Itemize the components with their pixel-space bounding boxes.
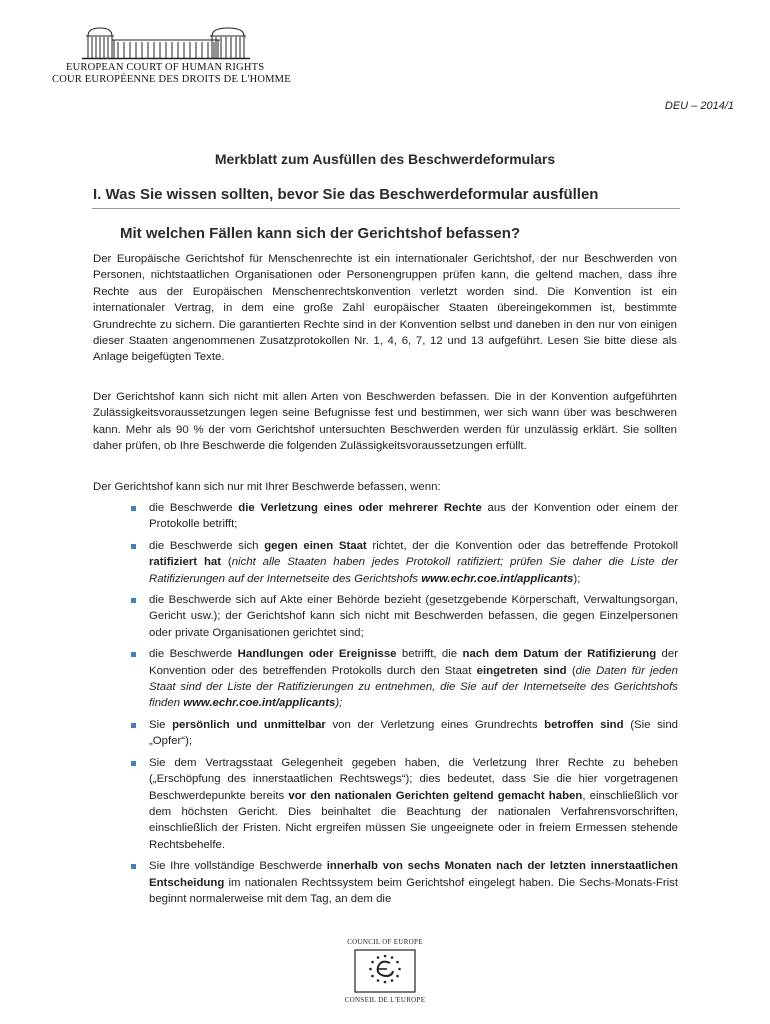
bullet-emphasis: vor den nationalen Gerichten geltend gemacht haben xyxy=(288,789,583,802)
bullet-text: von der Verletzung eines Grundrechts xyxy=(325,718,545,731)
bullet-emphasis: gegen einen Staat xyxy=(264,539,367,552)
square-bullet-icon xyxy=(131,544,136,549)
council-of-europe-footer xyxy=(340,938,430,1004)
square-bullet-icon xyxy=(131,864,136,869)
bullet-text: aus der Konvention oder einem der Protokolle betrifft; xyxy=(149,502,678,531)
bullet-text: Sie Ihre vollständige Beschwerde xyxy=(149,860,327,873)
sub-heading: Mit welchen Fällen kann sich der Gerichtshof befassen? xyxy=(120,225,521,242)
bullet-italic-note: die Daten für jeden Staat sind der Liste der Ratifizierungen zu entnehmen, die Sie auf der Internetseite des Gerichtshofs finden xyxy=(149,664,678,710)
square-bullet-icon xyxy=(131,652,136,657)
list-item xyxy=(128,858,678,907)
list-item xyxy=(128,500,678,533)
paragraph-admissibility: Der Gerichtshof kann sich nicht mit allen Arten von Beschwerden befassen. Die in der Konvention aufgeführten Zulässigkeitsvoraussetzungen legen seine Befugnisse fest und bestimmen, wer sich wann über was beschweren kann. Mehr als 90 % der vom Gerichtshof untersuchten Beschwerden werden für unzulässig erklärt. Sie sollten daher prüfen, ob Ihre Beschwerde die folgenden Zulässigkeitsvoraussetzungen erfüllt. xyxy=(93,391,677,453)
bullet-text: ); xyxy=(335,697,343,710)
bullet-text: betrifft, die xyxy=(396,648,463,661)
bullet-text: , einschließlich vor dem höchsten Gericht. Dies beinhaltet die Beachtung der nationalen Verfahrensvorschriften, einschließlich der Fristen. Nicht ergreifen müssen Sie ungeeignete oder in freiem Ermessen stehende Rechtsbehelfe. xyxy=(149,789,678,851)
bullet-text: richtet, der die Konvention oder das betreffende Protokoll xyxy=(366,539,678,552)
council-of-europe-emblem xyxy=(354,949,416,993)
bullet-text: die Beschwerde xyxy=(149,648,238,661)
list-item xyxy=(128,646,678,712)
list-item xyxy=(128,592,678,641)
echr-applicants-link[interactable]: www.echr.coe.int/applicants xyxy=(421,572,574,585)
bullet-text: die Beschwerde xyxy=(149,502,239,514)
bullet-italic-note: nicht alle Staaten haben jedes Protokoll ratifiziert; prüfen Sie daher die Liste der Ratifizierungen auf der Internetseite des Gerichtshofs xyxy=(149,556,679,585)
square-bullet-icon xyxy=(131,723,136,728)
admissibility-conditions-list xyxy=(128,500,678,907)
paragraph-conditions-lead: Der Gerichtshof kann sich nur mit Ihrer Beschwerde befassen, wenn: xyxy=(93,481,441,493)
court-logo-block xyxy=(44,24,294,86)
bullet-emphasis: innerhalb von sechs Monaten nach der letzten innerstaatlichen Entscheidung xyxy=(149,860,679,889)
bullet-emphasis: persönlich und unmittelbar xyxy=(172,718,326,731)
bullet-text: ); xyxy=(573,572,581,585)
bullet-emphasis: die Verletzung eines oder mehrerer Rechte xyxy=(238,502,482,514)
document-title: Merkblatt zum Ausfüllen des Beschwerdeformulars xyxy=(214,151,556,167)
heading-divider xyxy=(92,208,680,209)
bullet-emphasis: betroffen sind xyxy=(544,718,624,731)
list-item xyxy=(128,755,678,853)
bullet-text: ( xyxy=(221,556,232,569)
list-item xyxy=(128,717,678,750)
paragraph-intro: Der Europäische Gerichtshof für Menschenrechte ist ein internationaler Gerichtshof, der nur Beschwerden von Personen, nichtstaatlichen Organisationen oder Personengruppen prüfen kann, die geltend machen, dass ihre Rechte aus der Europäischen Menschenrechtskonvention verletzt worden sind. Die Konvention ist ein internationaler Vertrag, in dem eine große Zahl europäischer Staaten übereingekommen ist, bestimmte Grundrechte zu sichern. Die garantierten Rechte sind in der Konvention selbst und daneben in den nur von einigen dieser Staaten angenommenen Zusatzprotokollen Nr. 1, 4, 6, 7, 12 und 13 aufgeführt. Lesen Sie bitte diese als Anlage beigefügten Texte. xyxy=(93,253,677,364)
square-bullet-icon xyxy=(131,598,136,603)
bullet-emphasis: ratifiziert hat xyxy=(149,556,222,569)
square-bullet-icon xyxy=(131,761,136,766)
court-name-french: COUR EUROPÉENNE DES DROITS DE L'HOMME xyxy=(52,74,291,85)
list-item xyxy=(128,538,678,587)
court-name-english: EUROPEAN COURT OF HUMAN RIGHTS xyxy=(66,62,265,73)
court-building-logo xyxy=(82,24,250,60)
bullet-emphasis: Handlungen oder Ereignisse xyxy=(237,648,397,661)
document-reference: DEU – 2014/1 xyxy=(664,100,734,112)
section-heading: I. Was Sie wissen sollten, bevor Sie das Beschwerdeformular ausfüllen xyxy=(93,186,599,203)
coe-label-french: CONSEIL DE L'EUROPE xyxy=(344,996,426,1004)
bullet-text: die Beschwerde sich auf Akte einer Behörde bezieht (gesetzgebende Körperschaft, Verwaltungsorgan, Gericht usw.); der Gerichtshof kann sich nicht mit Beschwerden befassen, die gegen Einzelpersonen oder private Organisationen gerichtet sind; xyxy=(149,594,678,639)
bullet-text: Sie xyxy=(149,718,173,731)
bullet-text: im nationalen Rechtssystem beim Gerichtshof eingelegt haben. Die Sechs-Monats-Frist beginnt normalerweise mit dem Tag, an dem die xyxy=(149,876,678,905)
bullet-text: (Sie sind „Opfer“); xyxy=(149,718,678,748)
bullet-emphasis: eingetreten sind xyxy=(476,664,567,677)
bullet-text: der Konvention oder des betreffenden Protokolls durch den Staat xyxy=(149,648,678,677)
echr-applicants-link[interactable]: www.echr.coe.int/applicants xyxy=(183,697,336,710)
bullet-text: die Beschwerde sich xyxy=(149,539,265,552)
coe-label-english: COUNCIL OF EUROPE xyxy=(347,938,423,946)
square-bullet-icon xyxy=(131,506,136,511)
bullet-text: ( xyxy=(566,664,576,677)
bullet-emphasis: nach dem Datum der Ratifizierung xyxy=(462,648,657,661)
bullet-text: Sie dem Vertragsstaat Gelegenheit gegeben haben, die Verletzung Ihrer Rechte zu beheben („Erschöpfung des innerstaatlichen Rechtswegs“); dies bedeutet, dass Sie die hier vorgetragenen Beschwerdepunkte bereits xyxy=(149,756,678,802)
